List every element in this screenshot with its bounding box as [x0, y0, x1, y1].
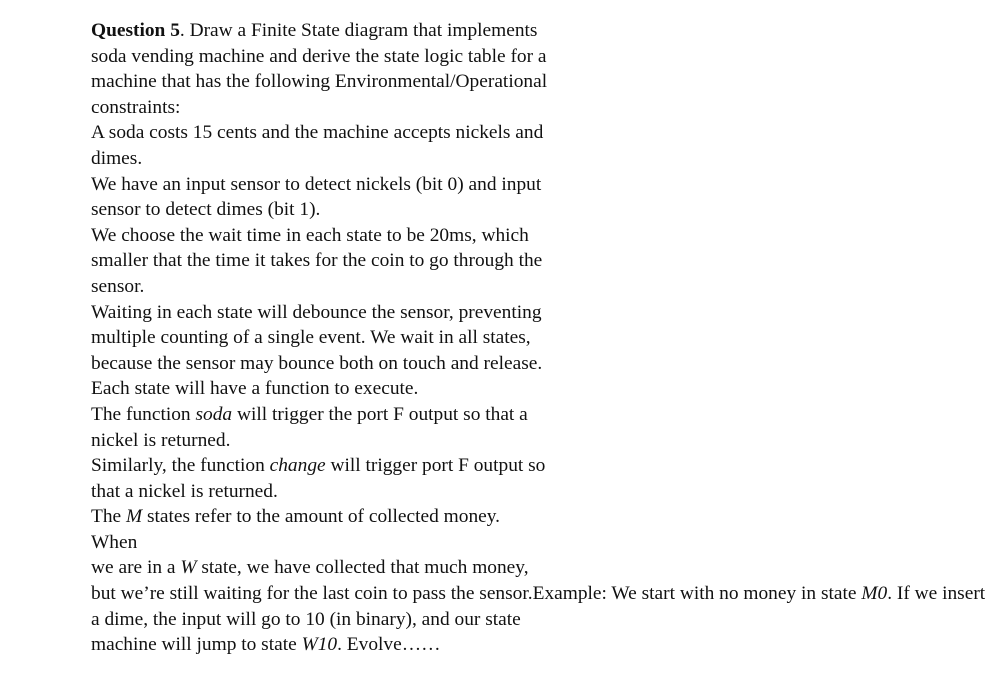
w-state-label: W	[180, 557, 197, 579]
wait-time-line: We choose the wait time in each state to be 20ms, which smaller that the time it takes for the coin to go through the sensor.	[91, 224, 543, 297]
m0-state-label: M0	[861, 583, 888, 605]
debounce-line: Waiting in each state will debounce the sensor, preventing multiple counting of a single event. We wait in all states, because the sensor may bounce both on touch and release.	[91, 301, 543, 374]
question-intro: . Draw a Finite State diagram that implements soda vending machine and derive the state logic table for a machine that has the following Environmental/Operational constraints:	[91, 20, 548, 118]
w10-state-label: W10	[301, 634, 338, 656]
change-function-name: change	[269, 455, 326, 477]
sensors-line: We have an input sensor to detect nickels (bit 0) and input sensor to detect dimes (bit 1).	[91, 173, 542, 221]
question-document	[91, 18, 985, 658]
m-state-label: M	[126, 506, 143, 528]
cost-line: A soda costs 15 cents and the machine accepts nickels and dimes.	[91, 122, 544, 169]
soda-function-line: The function soda will trigger the port F output so that a nickel is returned.	[91, 403, 528, 451]
change-function-line: Similarly, the function change will trigger port F output so that a nickel is returned.	[91, 455, 546, 502]
soda-function-name: soda	[195, 403, 233, 425]
function-state-line: Each state will have a function to execute.	[91, 378, 419, 400]
question-heading: Question 5	[91, 20, 180, 41]
question-line	[91, 18, 651, 120]
states-paragraph: The M states refer to the amount of collected money. When we are in a W state, we have collected that much money, but we’re still waiting for the last coin to pass the sensor.Example: We start with no money in state M0. If we insert a dime, the input will go to 10 (in binary), and our state machine will jump to state W10. Evolve……	[91, 506, 985, 656]
